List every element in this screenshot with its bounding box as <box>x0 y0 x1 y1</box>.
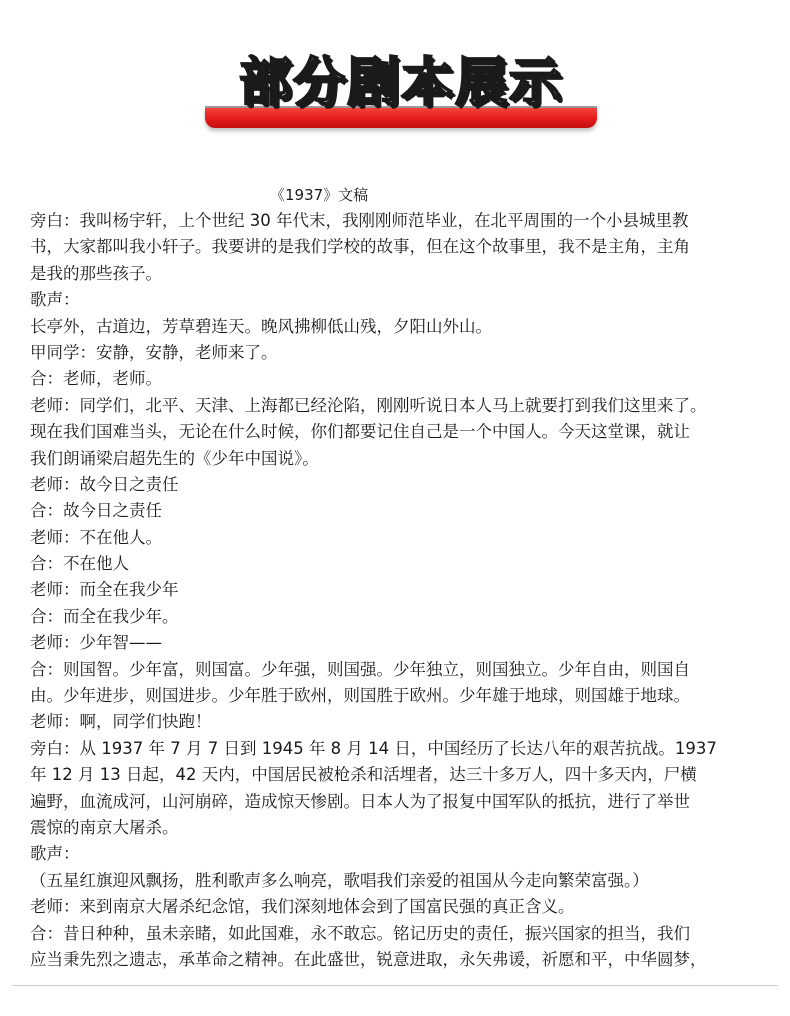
script-line: 老师：来到南京大屠杀纪念馆，我们深刻地体会到了国富民强的真正含义。 <box>30 897 575 917</box>
script-line: 老师：而全在我少年 <box>30 580 179 600</box>
script-line: （五星红旗迎风飘扬，胜利歌声多么响亮，歌唱我们亲爱的祖国从今走向繁荣富强。） <box>30 870 649 890</box>
script-line: 遍野，血流成河，山河崩碎，造成惊天惨剧。日本人为了报复中国军队的抵抗，进行了举世 <box>30 791 690 811</box>
script-line: 书，大家都叫我小轩子。我要讲的是我们学校的故事，但在这个故事里，我不是主角，主角 <box>30 237 690 257</box>
script-line: 老师：不在他人。 <box>30 527 162 547</box>
script-line: 歌声： <box>30 844 80 864</box>
script-line: 现在我们国难当头，无论在什么时候，你们都要记住自己是一个中国人。今天这堂课，就让 <box>30 422 690 442</box>
script-line: 甲同学：安静，安静，老师来了。 <box>30 342 278 362</box>
script-line: 合：昔日种种，虽未亲睹，如此国难，永不敢忘。铭记历史的责任，振兴国家的担当，我们 <box>30 923 690 943</box>
script-line: 旁白：从 1937 年 7 月 7 日到 1945 年 8 月 14 日，中国经历了长达八年的艰苦抗战。1937 <box>30 738 717 758</box>
script-line: 旁白：我叫杨宇轩，上个世纪 30 年代末，我刚刚师范毕业，在北平周围的一个小县城里教 <box>30 211 689 230</box>
script-line: 长亭外，古道边，芳草碧连天。晚风拂柳低山残，夕阳山外山。 <box>30 316 492 336</box>
script-line: 合：而全在我少年。 <box>30 606 179 626</box>
script-line: 震惊的南京大屠杀。 <box>30 817 179 837</box>
script-line: 歌声： <box>30 290 80 310</box>
document-title: 《1937》文稿 <box>270 186 369 204</box>
document-body <box>30 208 760 973</box>
script-line: 老师：同学们，北平、天津、上海都已经沦陷，刚刚听说日本人马上就要打到我们这里来了。 <box>30 395 707 415</box>
script-line: 应当秉先烈之遗志，承革命之精神。在此盛世，锐意进取，永矢弗谖，祈愿和平，中华圆梦， <box>30 949 707 969</box>
script-line: 我们朗诵梁启超先生的《少年中国说》。 <box>30 448 319 468</box>
script-line: 年 12 月 13 日起，42 天内，中国居民被枪杀和活埋者，达三十多万人，四十多天内，尸横 <box>30 765 697 785</box>
script-line: 老师：少年智—— <box>30 633 162 653</box>
script-line: 由。少年进步，则国进步。少年胜于欧州，则国胜于欧州。少年雄于地球，则国雄于地球。 <box>30 686 690 706</box>
script-line: 合：则国智。少年富，则国富。少年强，则国强。少年独立，则国独立。少年自由，则国自 <box>30 659 690 679</box>
header-banner <box>205 46 597 136</box>
script-line: 老师：啊，同学们快跑！ <box>30 712 212 732</box>
bottom-divider <box>12 985 778 986</box>
script-line: 合：老师，老师。 <box>30 369 162 389</box>
script-document <box>30 182 760 973</box>
script-line: 是我的那些孩子。 <box>30 263 162 283</box>
script-line: 老师：故今日之责任 <box>30 474 179 494</box>
script-line: 合：不在他人 <box>30 554 129 574</box>
banner-title: 部分剧本展示 <box>238 53 563 113</box>
script-line: 合：故今日之责任 <box>30 501 162 521</box>
